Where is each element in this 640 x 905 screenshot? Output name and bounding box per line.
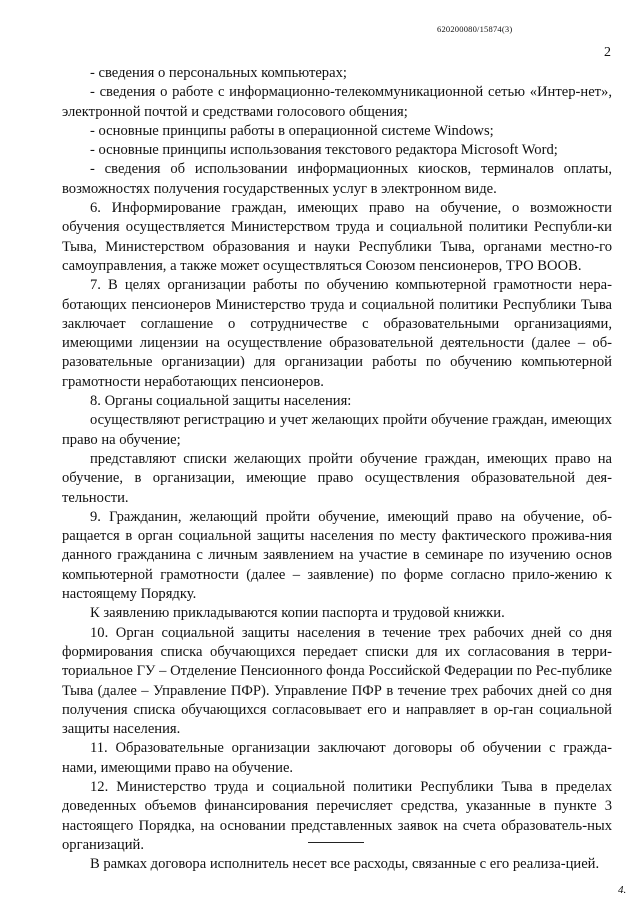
- paragraph: 10. Орган социальной защиты населения в течение трех рабочих дней со дня формирования списка обучающихся передает списки для их согласования в терри-ториальное ГУ – Отделение Пенсионного фонда Российской Федерации по Рес-публике Тыва (далее – Управление ПФР). Управление ПФР в течение трех рабочих дней со дня получения списка обучающихся согласовывает его и направляет в ор-ган социальной защиты населения.: [62, 624, 612, 738]
- document-id: 620200080/15874(3): [437, 24, 513, 34]
- paragraph: К заявлению прикладываются копии паспорта и трудовой книжки.: [90, 605, 505, 622]
- paragraph: 9. Гражданин, желающий пройти обучение, имеющий право на обучение, об-ращается в орган социальной защиты населения по месту фактического прожива-ния данного гражданина с личным заявлением на участие в семинаре по изучению основ компьютерной грамотности (далее – заявление) по форме согласно прило-жению к настоящему Порядку.: [62, 508, 612, 603]
- paragraph: - основные принципы использования текстового редактора Microsoft Word;: [90, 142, 558, 159]
- paragraph: представляют списки желающих пройти обучение граждан, имеющих право на обучение, в организации, имеющие право осуществления образовательной дея-тельности.: [62, 450, 612, 506]
- paragraph: 12. Министерство труда и социальной политики Республики Тыва в пределах доведенных объемов финансирования перечисляет средства, указанные в пункте 3 настоящего Порядка, на основании представленных заявок на счета образователь-ных организаций.: [62, 778, 612, 853]
- paragraph: 11. Образовательные организации заключают договоры об обучении с гражда-нами, имеющими право на обучение.: [62, 740, 612, 776]
- paragraph: 8. Органы социальной защиты населения:: [90, 393, 352, 410]
- paragraph: - сведения о работе с информационно-телекоммуникационной сетью «Интер-нет», электронной почтой и средствами голосового общения;: [62, 84, 612, 120]
- document-body: [62, 64, 612, 874]
- paragraph: 7. В целях организации работы по обучению компьютерной грамотности нера-ботающих пенсионеров Министерство труда и социальной политики Республики Тыва заключает соглашение о сотрудничестве с образовательными организациями, имеющими лицензии на осуществление образовательной деятельности (далее – об-разовательные организации) для организации работы по обучению компьютерной грамотности неработающих пенсионеров.: [62, 277, 612, 390]
- paragraph: 6. Информирование граждан, имеющих право на обучение, о возможности обучения осуществляется Министерством труда и социальной политики Республи-ки Тыва, Министерством образования и науки Республики Тыва, органами местно-го самоуправления, а также может осуществляться Союзом пенсионеров, ТРО ВООВ.: [62, 200, 612, 274]
- paragraph: - сведения о персональных компьютерах;: [90, 65, 347, 81]
- paragraph: В рамках договора исполнитель несет все расходы, связанные с его реализа-цией.: [90, 856, 600, 873]
- paragraph: - основные принципы работы в операционной системе Windows;: [90, 122, 494, 139]
- closing-divider: [308, 842, 364, 843]
- page-number: 2: [604, 45, 611, 60]
- corner-mark: 4.: [618, 884, 627, 896]
- paragraph: - сведения об использовании информационных киосков, терминалов оплаты, возможностях получения государственных услуг в электронном виде.: [62, 161, 612, 197]
- paragraph: осуществляют регистрацию и учет желающих пройти обучение граждан, имеющих право на обучение;: [62, 412, 612, 448]
